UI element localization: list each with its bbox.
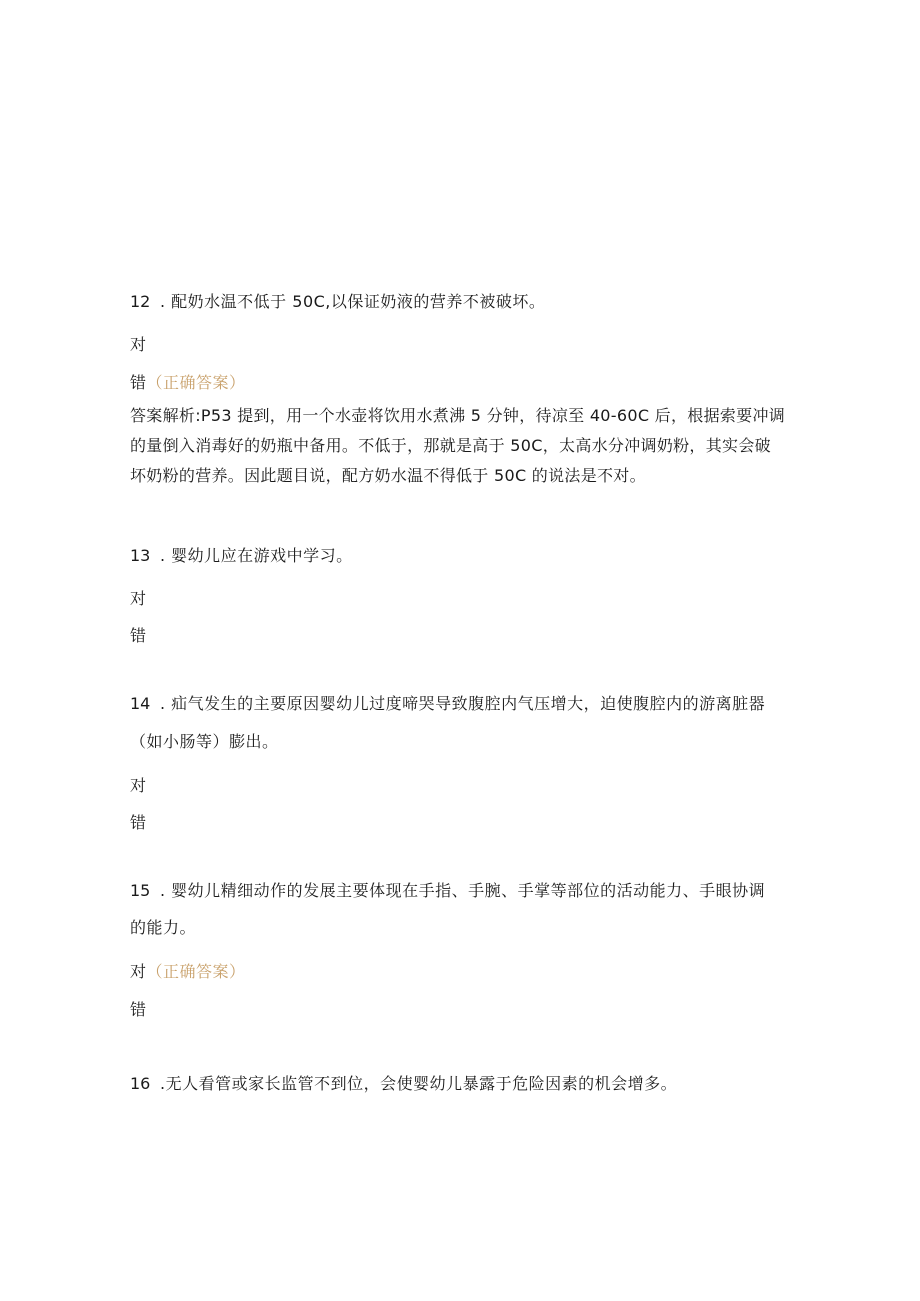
explanation-line: 坏奶粉的营养。因此题目说，配方奶水温不得低于 50C 的说法是不对。	[130, 466, 646, 485]
option-label: 对	[130, 589, 147, 608]
question-15-option-false[interactable]	[130, 999, 147, 1021]
correct-answer-mark: （正确答案）	[146, 373, 246, 392]
question-number: 15	[130, 881, 151, 900]
question-12-option-true[interactable]	[130, 334, 147, 356]
question-text: （如小肠等）膨出。	[130, 732, 279, 751]
option-label: 对	[130, 776, 147, 795]
question-number: 13	[130, 546, 151, 565]
question-text: . 婴幼儿应在游戏中学习。	[160, 546, 353, 565]
question-number: 16	[130, 1074, 151, 1093]
question-15-continued	[130, 917, 196, 939]
question-15	[130, 880, 765, 902]
question-number: 12	[130, 292, 151, 311]
question-text: 的能力。	[130, 918, 197, 937]
question-16	[130, 1073, 677, 1095]
question-14-option-false[interactable]	[130, 812, 147, 834]
question-12-explanation	[130, 401, 790, 491]
explanation-line: 的量倒入消毒好的奶瓶中备用。不低于，那就是高于 50C，太高水分冲调奶粉，其实会破	[130, 436, 771, 455]
question-14	[130, 693, 765, 715]
question-15-option-true[interactable]	[130, 961, 246, 983]
explanation-line: 答案解析:P53 提到，用一个水壶将饮用水煮沸 5 分钟，待凉至 40-60C 后，根据索要冲调	[130, 406, 786, 425]
correct-answer-mark: （正确答案）	[146, 962, 246, 981]
question-text: . 配奶水温不低于 50C,以保证奶液的营养不被破坏。	[160, 292, 546, 311]
option-label: 对	[130, 335, 147, 354]
option-label: 错	[130, 626, 147, 645]
question-12-option-false[interactable]	[130, 372, 246, 394]
question-text: . 疝气发生的主要原因婴幼儿过度啼哭导致腹腔内气压增大，迫使腹腔内的游离脏器	[160, 694, 766, 713]
question-14-option-true[interactable]	[130, 775, 147, 797]
option-label: 错	[130, 1000, 147, 1019]
option-label: 错	[130, 373, 147, 392]
question-13-option-true[interactable]	[130, 588, 147, 610]
option-label: 错	[130, 813, 147, 832]
question-12	[130, 291, 545, 313]
question-text: . 婴幼儿精细动作的发展主要体现在手指、手腕、手掌等部位的活动能力、手眼协调	[160, 881, 766, 900]
option-label: 对	[130, 962, 147, 981]
question-text: .无人看管或家长监管不到位，会使婴幼儿暴露于危险因素的机会增多。	[160, 1074, 678, 1093]
question-13	[130, 545, 353, 567]
question-13-option-false[interactable]	[130, 625, 147, 647]
question-14-continued	[130, 731, 279, 753]
question-number: 14	[130, 694, 151, 713]
